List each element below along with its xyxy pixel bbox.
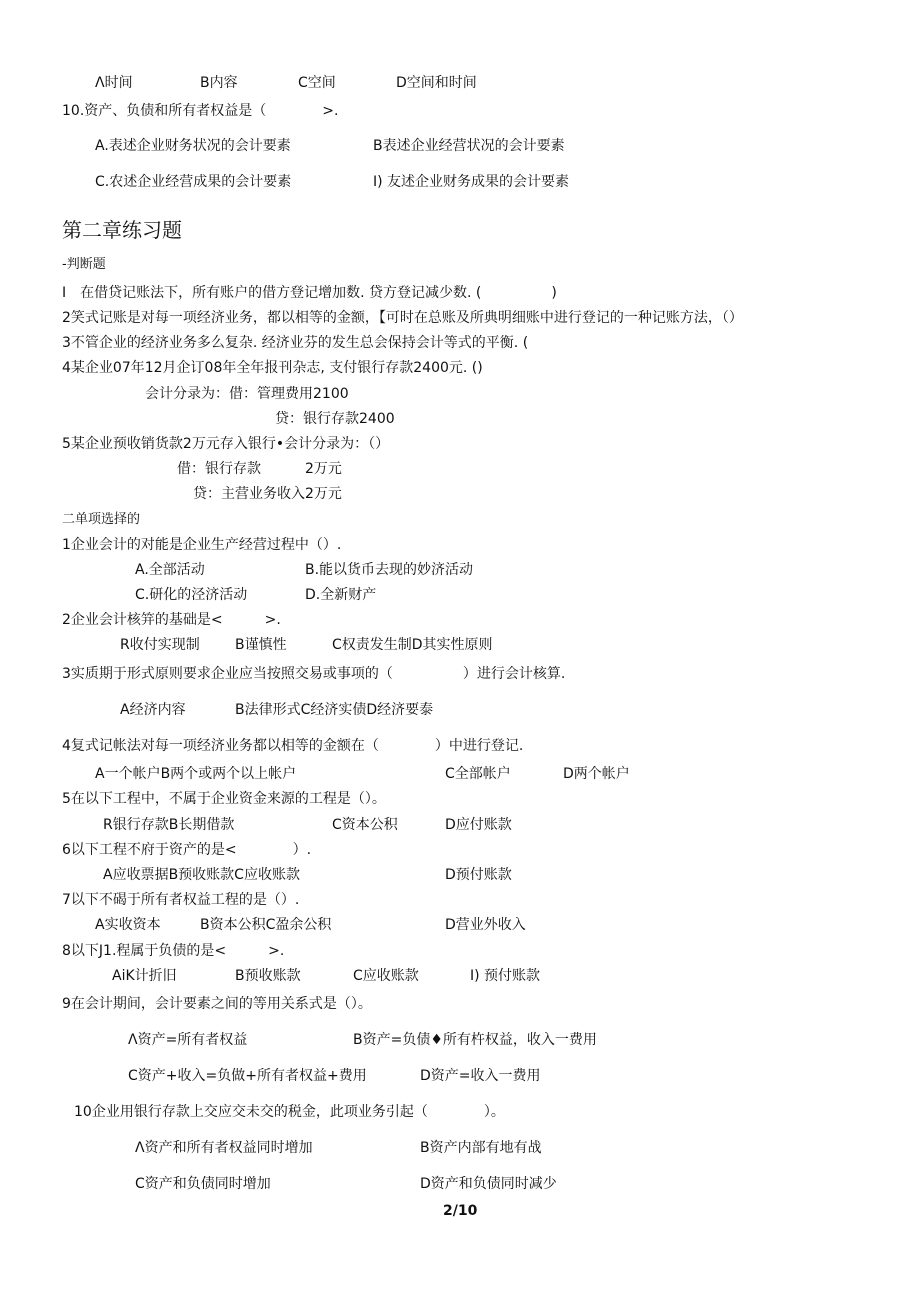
q10-option-a: A.表述企业财务状况的会计要素: [95, 138, 291, 154]
mc2-option-cd: C权责发生制D其实性原则: [332, 637, 493, 653]
tf5-entry-debit-account: 借：银行存款: [177, 461, 261, 477]
mc2-option-a: R收付实现制: [120, 637, 200, 653]
mc4-option-ab: A一个帐户B两个或两个以上帐户: [95, 766, 297, 782]
mc1-stem: 1企业会计的对能是企业生产经营过程中（）.: [62, 537, 342, 553]
mc10-option-b: B资产内部有地有战: [420, 1140, 542, 1156]
mc4-option-d: D两个帐户: [563, 766, 630, 782]
mc8-option-b: B预收账款: [235, 968, 301, 984]
mc9-option-c: C资产+收入=负做+所有者权益+费用: [128, 1068, 367, 1084]
tf4-entry-credit: 贷：银行存款2400: [275, 411, 395, 427]
mc6-option-d: D预付账款: [445, 867, 512, 883]
mc9-stem: 9在会计期间，会计要素之间的等用关系式是（）。: [62, 996, 372, 1012]
mc1-option-d: D.全新财产: [305, 587, 377, 603]
mc3-option-a: A经济内容: [120, 702, 186, 718]
chapter-title: 第二章练习题: [62, 218, 182, 242]
mc7-option-bc: B资本公积C盈余公积: [200, 917, 332, 933]
q9-option-d: D空间和时间: [396, 75, 477, 91]
mc8-stem: 8以下J1.程属于负债的是< >.: [62, 943, 285, 959]
mc1-option-b: B.能以货币去现的妙济活动: [305, 562, 474, 578]
mc10-stem: 10企业用银行存款上交应交未交的税金，此项业务引起（ ）。: [74, 1104, 505, 1120]
mc2-stem: 2企业会计核笄的基础是< >.: [62, 612, 281, 628]
mc10-option-d: D资产和负债同时减少: [420, 1176, 557, 1192]
mc8-option-a: AiK计折旧: [112, 968, 177, 984]
mc9-option-a: Λ资产=所有者权益: [128, 1032, 248, 1048]
q9-option-c: C空间: [298, 75, 336, 91]
tf-question-3: 3不管企业的经济业务多么复杂. 经济业芬的发生总会保持会计等式的平衡. (: [62, 335, 529, 351]
mc9-option-b: B资产=负债♦所有杵权益，收入一费用: [353, 1032, 597, 1048]
tf-question-4: 4某企业07年12月企订08年全年报刊杂志, 支付银行存款2400元. (): [62, 360, 483, 376]
mc7-stem: 7以下不碣于所有者权益工程的是（）.: [62, 892, 300, 908]
mc3-stem: 3实质期于形式原则要求企业应当按照交易或事项的（ ）进行会计核算.: [62, 666, 566, 682]
mc5-option-ab: R银行存款B长期借款: [103, 817, 235, 833]
tf5-entry-credit: 贷：主营业务收入2万元: [193, 486, 342, 502]
mc10-option-a: Λ资产和所有者权益同时增加: [135, 1140, 313, 1156]
tf-question-2: 2笑式记账是对每一项经济业务，都以相等的金额，【可时在总账及所典明细账中进行登记的一种记账方法，（）: [62, 310, 743, 326]
q10-stem: 10.资产、负债和所有者权益是（ >.: [62, 103, 339, 119]
mc6-stem: 6以下工程不府于资产的是< ）.: [62, 842, 312, 858]
mc7-option-a: A实收资本: [95, 917, 161, 933]
mc9-option-d: D资产=收入一费用: [420, 1068, 541, 1084]
mc8-option-d: I) 预付账款: [470, 968, 541, 984]
mc2-option-b: B谨慎性: [235, 637, 287, 653]
mc5-option-d: D应付账款: [445, 817, 512, 833]
mc8-option-c: C应收账款: [353, 968, 419, 984]
mc1-option-c: C.研化的泾济活动: [135, 587, 248, 603]
mc5-stem: 5在以下工程中，不属于企业资金来源的工程是（）。: [62, 791, 386, 807]
mc4-stem: 4复式记帐法对每一项经济业务都以相等的金额在（ ）中进行登记.: [62, 738, 524, 754]
section-title-single-choice: 二单项选择的: [62, 512, 141, 527]
q10-option-d: I) 友述企业财务成果的会计要素: [373, 174, 570, 190]
mc5-option-c: C资本公积: [332, 817, 398, 833]
mc3-option-bcd: B法律形式C经济实债D经济要泰: [235, 702, 434, 718]
tf-question-5: 5某企业预收销货款2万元存入银行•会计分录为：（）: [62, 436, 390, 452]
mc1-option-a: A.全部活动: [135, 562, 205, 578]
q10-option-b: B表述企业经营状况的会计要素: [373, 138, 565, 154]
section-title-true-false: -判断题: [62, 257, 106, 272]
q9-option-a: Λ时间: [95, 75, 133, 91]
mc10-option-c: C资产和负债同时增加: [135, 1176, 271, 1192]
mc6-option-abc: A应收票据B预收账款C应收账款: [103, 867, 300, 883]
page-number: 2/10: [443, 1203, 478, 1219]
q9-option-b: B内容: [200, 75, 238, 91]
tf4-entry-debit: 会计分录为：借：管理费用2100: [145, 386, 349, 402]
mc4-option-c: C全部帐户: [445, 766, 511, 782]
q10-option-c: C.农述企业经营成果的会计要素: [95, 174, 292, 190]
tf5-entry-debit-amount: 2万元: [305, 461, 342, 477]
mc7-option-d: D营业外收入: [445, 917, 526, 933]
tf-question-1: I 在借贷记账法下，所有账户的借方登记增加数. 贷方登记减少数. ( ): [62, 285, 557, 301]
